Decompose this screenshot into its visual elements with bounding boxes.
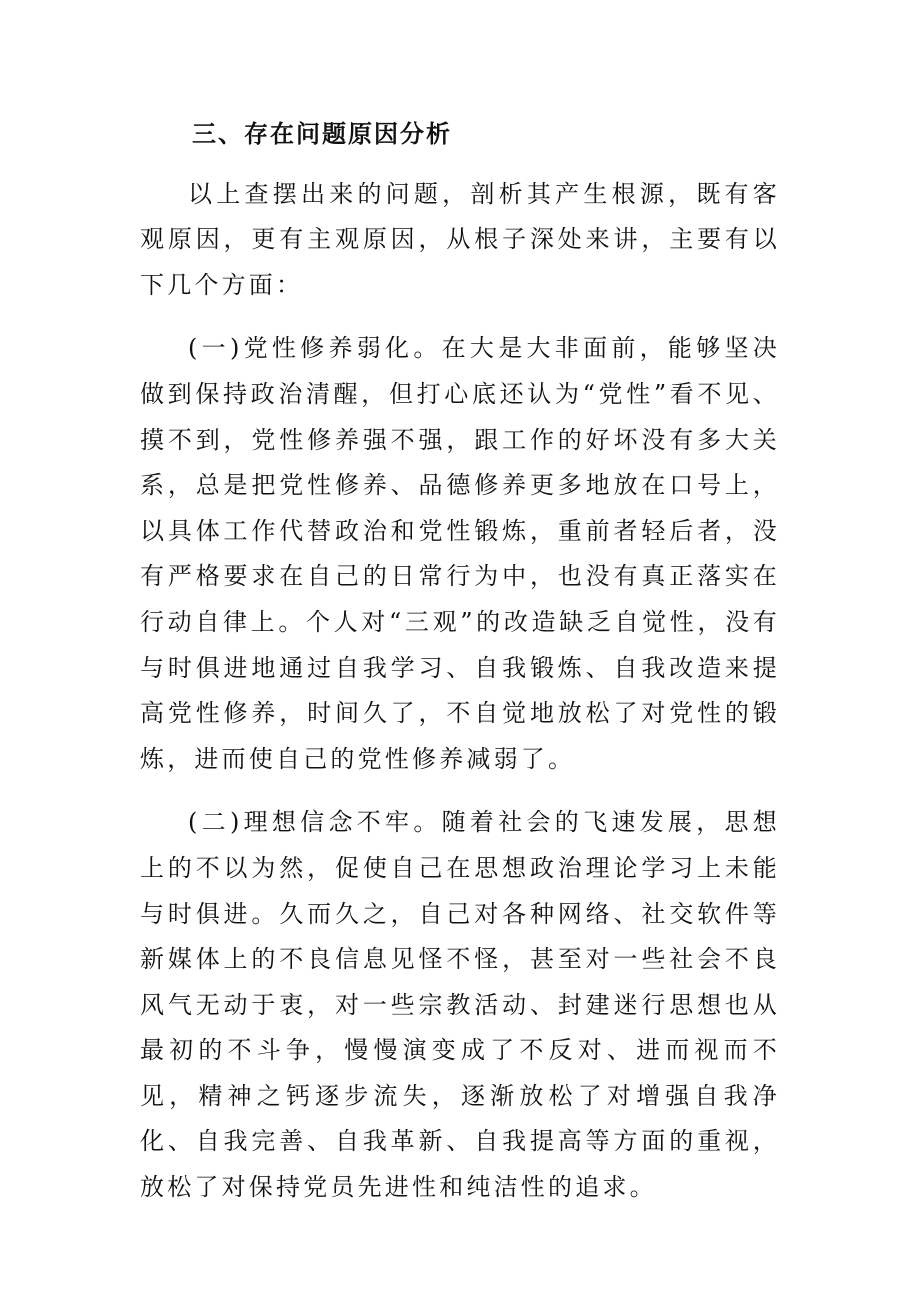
section-heading: 三、存在问题原因分析 bbox=[192, 120, 452, 148]
paragraph-intro: 以上查摆出来的问题，剖析其产生根源，既有客观原因，更有主观原因，从根子深处来讲，主要有以下几个方面： bbox=[140, 179, 780, 299]
paragraph-party-spirit: (一)党性修养弱化。在大是大非面前，能够坚决做到保持政治清醒，但打心底还认为“党性”看不见、摸不到，党性修养强不强，跟工作的好坏没有多大关系，总是把党性修养、品德修养更多地放在口号上，以具体工作代替政治和党性锻炼，重前者轻后者，没有严格要求在自己的日常行为中，也没有真正落实在行动自律上。个人对“三观”的改造缺乏自觉性，没有与时俱进地通过自我学习、自我锻炼、自我改造来提高党性修养，时间久了，不自觉地放松了对党性的锻炼，进而使自己的党性修养减弱了。 bbox=[140, 334, 780, 773]
paragraph-ideals-beliefs: (二)理想信念不牢。随着社会的飞速发展，思想上的不以为然，促使自己在思想政治理论学习上未能与时俱进。久而久之，自己对各种网络、社交软件等新媒体上的不良信息见怪不怪，甚至对一些社会不良风气无动于衷，对一些宗教活动、封建迷行思想也从最初的不斗争，慢慢演变成了不反对、进而视而不见，精神之钙逐步流失，逐渐放松了对增强自我净化、自我完善、自我革新、自我提高等方面的重视，放松了对保持党员先进性和纯洁性的追求。 bbox=[140, 808, 780, 1202]
document-body bbox=[140, 112, 780, 1229]
